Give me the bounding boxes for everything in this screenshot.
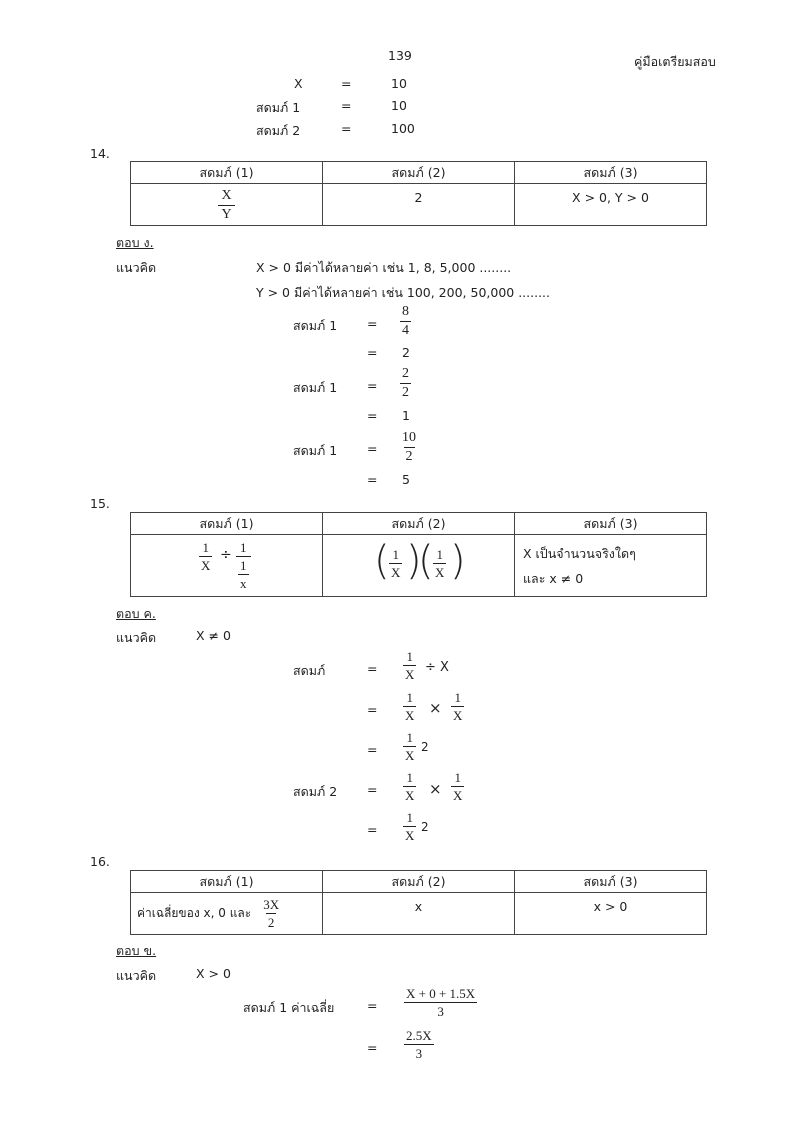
fraction	[404, 1028, 434, 1061]
denominator: X	[201, 558, 211, 573]
times-sign: ×	[429, 699, 442, 717]
question-number: 15.	[90, 496, 110, 511]
column-header: สดมภ์ (2)	[323, 513, 515, 535]
divide-term: ÷ X	[425, 660, 449, 675]
column-header: สดมภ์ (1)	[131, 871, 323, 893]
numerator: 2	[402, 366, 409, 381]
denominator: X	[405, 748, 415, 763]
equals-sign: =	[367, 822, 378, 837]
equals-sign: =	[341, 98, 352, 113]
concept-label: แนวคิด	[116, 968, 157, 983]
equals-sign: =	[367, 742, 378, 757]
equals-sign: =	[367, 408, 378, 423]
step-label: สดมภ์ 1	[293, 318, 338, 333]
equals-sign: =	[341, 121, 352, 136]
question-number: 14.	[90, 146, 110, 161]
concept-line: Y > 0 มีค่าได้หลายค่า เช่น 100, 200, 50,000 ........	[256, 285, 550, 300]
column-3-cell	[515, 535, 707, 597]
column-2-cell	[323, 535, 515, 597]
equals-sign: =	[367, 998, 378, 1013]
column-1-cell	[131, 535, 323, 597]
equals-sign: =	[367, 345, 378, 360]
column-2-cell: 2	[323, 184, 515, 226]
fraction	[261, 897, 281, 930]
denominator	[236, 556, 251, 591]
concept-label: แนวคิด	[116, 630, 157, 645]
question-15-table	[130, 512, 707, 597]
equals-sign: =	[367, 378, 378, 393]
step-label: สดมภ์ 1 ค่าเฉลี่ย	[243, 1000, 335, 1015]
inner-denominator: x	[240, 576, 247, 591]
denominator: X	[453, 708, 463, 723]
denominator: X	[435, 565, 445, 580]
denominator: 4	[402, 323, 409, 338]
prev-label: X	[294, 76, 303, 91]
answer-label: ตอบ ข.	[116, 943, 157, 958]
book-title: คู่มือเตรียมสอบ	[634, 54, 716, 69]
cell-text: ค่าเฉลี่ยของ x, 0 และ	[137, 906, 252, 920]
concept-line: X ≠ 0	[196, 628, 231, 643]
prev-value: 10	[391, 76, 407, 91]
cell-line: และ x ≠ 0	[523, 570, 584, 586]
column-header: สดมภ์ (3)	[515, 513, 707, 535]
fraction	[451, 770, 464, 803]
inner-numerator: 1	[240, 558, 247, 573]
fraction	[433, 547, 446, 580]
divide-sign: ÷	[220, 547, 232, 563]
concept-label: แนวคิด	[116, 260, 157, 275]
numerator: X	[221, 187, 232, 203]
fraction	[199, 540, 212, 573]
question-number: 16.	[90, 854, 110, 869]
cell-line: X เป็นจำนวนจริงใดๆ	[523, 545, 636, 561]
times-sign: ×	[429, 780, 442, 798]
fraction	[403, 690, 416, 723]
column-1-cell	[131, 184, 323, 226]
fraction	[403, 730, 416, 763]
numerator: 2.5X	[406, 1028, 432, 1043]
step-result: 5	[402, 472, 410, 487]
denominator: 2	[405, 449, 413, 464]
denominator: X	[405, 708, 415, 723]
fraction	[400, 366, 411, 401]
fraction	[389, 547, 402, 580]
left-paren-icon: (	[374, 538, 390, 584]
step-result: 2	[402, 345, 410, 360]
fraction	[403, 810, 416, 843]
numerator: 1	[406, 649, 413, 664]
right-paren-icon: )	[450, 538, 466, 584]
question-14-table	[130, 161, 707, 226]
equals-sign: =	[367, 441, 378, 456]
column-2-cell: x	[323, 893, 515, 935]
numerator: 3X	[263, 897, 280, 912]
denominator: Y	[218, 205, 234, 223]
column-header: สดมภ์ (2)	[323, 871, 515, 893]
concept-line: X > 0	[196, 966, 231, 981]
equals-sign: =	[367, 1040, 378, 1055]
fraction	[400, 430, 418, 465]
numerator: 8	[402, 304, 409, 319]
column-header: สดมภ์ (1)	[131, 162, 323, 184]
prev-label: สดมภ์ 2	[256, 123, 301, 138]
step-label: สดมภ์	[293, 663, 326, 678]
equals-sign: =	[367, 472, 378, 487]
numerator: 1	[406, 730, 413, 745]
equals-sign: =	[367, 661, 378, 676]
superscript: 2	[421, 740, 429, 754]
column-3-cell: x > 0	[515, 893, 707, 935]
denominator: X	[453, 788, 463, 803]
denominator: 2	[402, 385, 409, 400]
numerator: 10	[402, 430, 416, 445]
numerator: 1	[406, 770, 413, 785]
denominator: 3	[404, 1044, 434, 1061]
column-header: สดมภ์ (1)	[131, 513, 323, 535]
step-label: สดมภ์ 1	[293, 443, 338, 458]
equals-sign: =	[341, 76, 352, 91]
equals-sign: =	[367, 316, 378, 331]
complex-fraction	[236, 540, 251, 591]
denominator: X	[405, 788, 415, 803]
equals-sign: =	[367, 782, 378, 797]
column-header: สดมภ์ (2)	[323, 162, 515, 184]
numerator: 1	[202, 540, 209, 555]
equals-sign: =	[367, 702, 378, 717]
numerator: 1	[436, 547, 443, 562]
fraction	[451, 690, 464, 723]
question-16-table	[130, 870, 707, 935]
left-paren-icon: (	[418, 538, 434, 584]
concept-line: X > 0 มีค่าได้หลายค่า เช่น 1, 8, 5,000 ........	[256, 260, 512, 275]
column-1-cell	[131, 893, 323, 935]
column-header: สดมภ์ (3)	[515, 871, 707, 893]
fraction	[403, 649, 416, 682]
prev-label: สดมภ์ 1	[256, 100, 301, 115]
numerator: X + 0 + 1.5X	[406, 986, 476, 1001]
column-3-cell: X > 0, Y > 0	[515, 184, 707, 226]
right-paren-icon: )	[406, 538, 422, 584]
numerator: 1	[454, 770, 461, 785]
answer-label: ตอบ ง.	[116, 235, 154, 250]
numerator: 1	[454, 690, 461, 705]
page-number: 139	[388, 48, 412, 63]
answer-label: ตอบ ค.	[116, 606, 156, 621]
numerator: 1	[406, 810, 413, 825]
numerator: 1	[240, 540, 247, 555]
denominator: 2	[267, 915, 275, 930]
fraction	[403, 770, 416, 803]
column-header: สดมภ์ (3)	[515, 162, 707, 184]
denominator: X	[405, 667, 415, 682]
denominator: X	[391, 565, 401, 580]
step-label: สดมภ์ 2	[293, 784, 338, 799]
prev-value: 10	[391, 98, 407, 113]
denominator: 3	[404, 1002, 477, 1019]
step-result: 1	[402, 408, 410, 423]
numerator: 1	[392, 547, 399, 562]
prev-value: 100	[391, 121, 415, 136]
superscript: 2	[421, 820, 429, 834]
denominator: X	[405, 828, 415, 843]
fraction	[218, 188, 234, 223]
step-label: สดมภ์ 1	[293, 380, 338, 395]
numerator: 1	[406, 690, 413, 705]
fraction	[400, 304, 411, 339]
fraction	[404, 986, 477, 1019]
